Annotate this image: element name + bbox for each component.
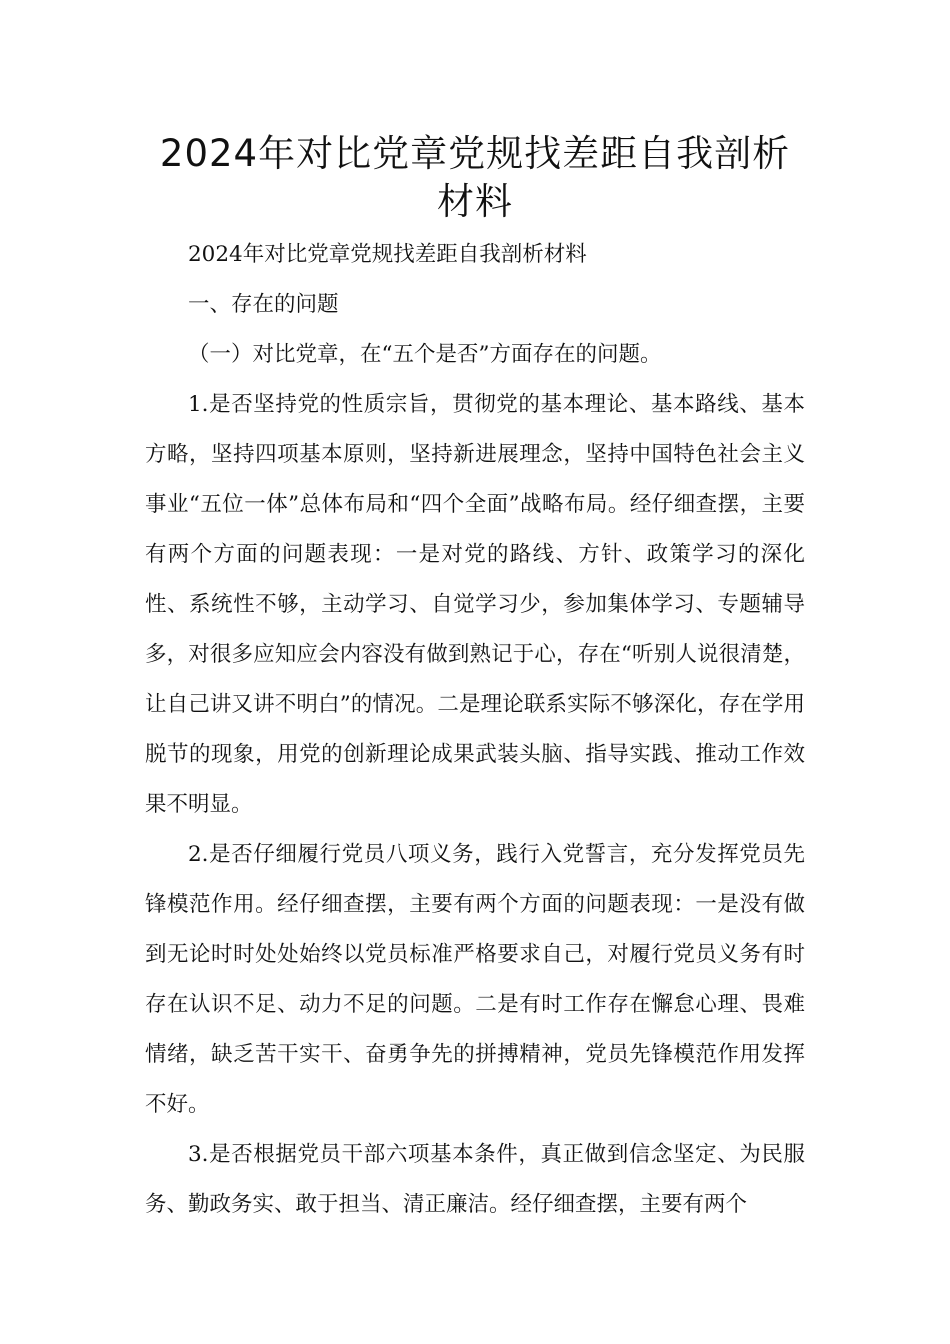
paragraph-subtitle: 2024年对比党章党规找差距自我剖析材料 bbox=[188, 242, 587, 267]
paragraph-item-3: 3.是否根据党员干部六项基本条件，真正做到信念坚定、为民服务、勤政务实、敢于担当、清正廉洁。经仔细查摆，主要有两个 bbox=[145, 1142, 805, 1217]
paragraph-section-heading: 一、存在的问题 bbox=[188, 292, 339, 317]
document-title: 2024年对比党章党规找差距自我剖析材料 bbox=[159, 132, 791, 223]
document-body bbox=[145, 230, 805, 1230]
paragraph-item-1: 1.是否坚持党的性质宗旨，贯彻党的基本理论、基本路线、基本方略，坚持四项基本原则，坚持新进展理念，坚持中国特色社会主义事业“五位一体”总体布局和“四个全面”战略布局。经仔细查摆，主要有两个方面的问题表现：一是对党的路线、方针、政策学习的深化性、系统性不够，主动学习、自觉学习少，参加集体学习、专题辅导多，对很多应知应会内容没有做到熟记于心，存在“听别人说很清楚，让自己讲又讲不明白”的情况。二是理论联系实际不够深化，存在学用脱节的现象，用党的创新理论成果武装头脑、指导实践、推动工作效果不明显。 bbox=[145, 392, 805, 817]
paragraph-subsection-heading: （一）对比党章，在“五个是否”方面存在的问题。 bbox=[188, 342, 662, 367]
paragraph-item-2: 2.是否仔细履行党员八项义务，践行入党誓言，充分发挥党员先锋模范作用。经仔细查摆，主要有两个方面的问题表现：一是没有做到无论时时处处始终以党员标准严格要求自己，对履行党员义务有时存在认识不足、动力不足的问题。二是有时工作存在懈怠心理、畏难情绪，缺乏苦干实干、奋勇争先的拼搏精神，党员先锋模范作用发挥不好。 bbox=[145, 842, 805, 1117]
